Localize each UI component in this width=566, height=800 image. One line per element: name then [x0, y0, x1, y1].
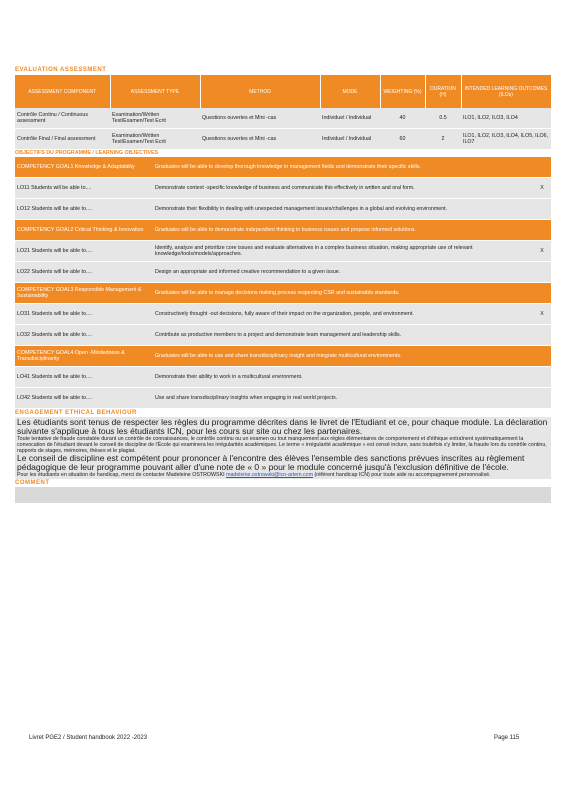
assessment-table: [15, 75, 552, 150]
competency-name: COMPETENCY GOAL4 Open -Mindedness & Transdisciplinarity: [15, 346, 153, 367]
cell-weighting: 60: [380, 129, 425, 150]
header-weighting: WEIGHTING (%): [380, 75, 425, 108]
footer-page-label: Page: [494, 735, 509, 741]
lo-desc: Contribute as productive members to a project and demonstrate team management and leadership skills.: [153, 325, 533, 346]
lo-desc: Constructively thought -out decisions, fully aware of their impact on the organization, people, and environment.: [153, 304, 533, 325]
lo-id: LO21: [17, 248, 30, 254]
header-component: ASSESSMENT COMPONENT: [15, 75, 110, 108]
lo-mark: X: [533, 178, 551, 199]
lo-label: Students will be able to....: [31, 185, 92, 191]
lo-id: LO12: [17, 206, 30, 212]
lo-label: Students will be able to....: [31, 269, 92, 275]
cell-mode: Individuel / Individual: [320, 108, 380, 129]
cell-component: Contrôle Continu / Continuous assessment: [15, 108, 110, 129]
lo-label: Students will be able to....: [31, 332, 92, 338]
cell-component: Contrôle Final / Final assessment: [15, 129, 110, 150]
lo-row: [15, 178, 551, 199]
competency-row: [15, 283, 551, 304]
table-row: [15, 108, 551, 129]
cell-mode: Individuel / Individual: [320, 129, 380, 150]
competency-desc: Graduates will be able to demonstrate independent thinking in business issues and propose informed solutions.: [153, 220, 551, 241]
engagement-p4-b: (référent handicap ICN) pour toute aide ou accompagnement personnalisé.: [314, 472, 491, 478]
lo-desc: Design an appropriate and informed creative recommendation to a given issue.: [153, 262, 533, 283]
lo-mark: [533, 388, 551, 409]
lo-id: LO11: [17, 185, 30, 191]
lo-row: [15, 262, 551, 283]
lo-mark: [533, 325, 551, 346]
lo-desc: Demonstrate context -specific knowledge of business and communicate this effectively in written and oral form.: [153, 178, 533, 199]
cell-duration: 2: [425, 129, 461, 150]
assessment-header-row: [15, 75, 551, 108]
lo-mark: X: [533, 241, 551, 262]
cell-method: Questions ouvertes et Mini -cas: [200, 129, 320, 150]
email-link[interactable]: madeleine.ostrowski@icn-artem.com: [226, 472, 313, 478]
engagement-p1: Les étudiants sont tenus de respecter les règles du programme décrites dans le livret de l'Etudiant et ce, pour chaque module. La déclaration suivante s'applique à tous les étudiants ICN, pour les cours sur site ou chez les partenaires.: [17, 417, 548, 436]
competency-name: COMPETENCY GOAL1 Knowledge & Adaptability: [15, 157, 153, 178]
lo-label: Students will be able to....: [31, 206, 92, 212]
engagement-p4: [17, 472, 549, 478]
cell-weighting: 40: [380, 108, 425, 129]
competency-desc: Graduates will be able to use and share transdisciplinary insight and integrate multicultural environments.: [153, 346, 551, 367]
objectives-table: [15, 157, 551, 409]
competency-row: [15, 157, 551, 178]
cell-type: Examination/Written Test/Examen/Test Ecrit: [110, 129, 200, 150]
lo-id: LO32: [17, 332, 30, 338]
cell-type: Examination/Written Test/Examen/Test Ecrit: [110, 108, 200, 129]
lo-desc: Identify, analyze and prioritize core issues and evaluate alternatives in a complex business situation, making appropriate use of relevant knowledge/tools/models/approaches.: [153, 241, 533, 262]
lo-row: [15, 325, 551, 346]
competency-name: COMPETENCY GOAL3 Responsible Management & Sustainability: [15, 283, 153, 304]
lo-mark: [533, 199, 551, 220]
lo-label: Students will be able to....: [31, 248, 92, 254]
lo-desc: Demonstrate their flexibility in dealing with unexpected management issues/challenges in a global and evolving environment.: [153, 199, 533, 220]
engagement-p4-a: Pour les étudiants en situation de handicap, merci de contacter Madeleine OSTROWSKI: [17, 472, 225, 478]
lo-row: [15, 241, 551, 262]
lo-mark: [533, 262, 551, 283]
lo-id: LO41: [17, 374, 30, 380]
engagement-p3: Le conseil de discipline est compétent pour prononcer à l'encontre des élèves l'ensemble des sanctions prévues inscrites au règlement pédagogique de leur programme pouvant aller d'une note de « 0 » pour le module concerné jusqu'à l'exclusion définitive de l'école.: [17, 453, 525, 472]
lo-label: Students will be able to....: [31, 311, 92, 317]
evaluation-title: EVALUATION ASSESSMENT: [15, 67, 107, 73]
lo-mark: [533, 367, 551, 388]
header-ilos: INTENDED LEARNING OUTCOMES (ILOs): [461, 75, 551, 108]
objectives-title: OBJECTIFS DU PROGRAMME / LEARNING OBJECTIVES: [15, 150, 159, 156]
table-row: [15, 129, 551, 150]
lo-desc: Demonstrate their ability to work in a multicultural environment.: [153, 367, 533, 388]
competency-row: [15, 220, 551, 241]
cell-method: Questions ouvertes et Mini -cas: [200, 108, 320, 129]
engagement-title: ENGAGEMENT ETHICAL BEHAVIOUR: [15, 410, 137, 416]
lo-id: LO42: [17, 395, 30, 401]
header-duration: DURATION (H): [425, 75, 461, 108]
lo-label: Students will be able to....: [31, 374, 92, 380]
lo-label: Students will be able to....: [31, 395, 92, 401]
cell-ilos: ILO1, ILO2, ILO3, ILO4, ILO5, ILO6, ILO7: [461, 129, 551, 150]
engagement-box: [15, 417, 551, 479]
competency-row: [15, 346, 551, 367]
lo-id: LO22: [17, 269, 30, 275]
footer-page: [494, 735, 519, 741]
header-type: ASSESSMENT TYPE: [110, 75, 200, 108]
cell-duration: 0.5: [425, 108, 461, 129]
comment-title: COMMENT: [15, 480, 50, 486]
engagement-p2: Toute tentative de fraude constatée durant un contrôle de connaissances, le contrôle continu ou un examen ou tout manquement aux règles élémentaires de comportement et d'éthique entraînent systématiquement la convocation de l'étudiant devant le conseil de discipline de l'École qui examinera les irrégularités académiques. Le terme « irrégularité académique » est censé inclure, sans toutefois s'y limiter, la fraude lors du contrôle continu, rapports de stages, mémoires, thèses et le plagiat.: [17, 436, 547, 454]
cell-ilos: ILO1, ILO2, ILO3, ILO4: [461, 108, 551, 129]
lo-row: [15, 388, 551, 409]
lo-row: [15, 304, 551, 325]
lo-row: [15, 367, 551, 388]
competency-name: COMPETENCY GOAL2 Critical Thinking & Innovation: [15, 220, 153, 241]
header-mode: MODE: [320, 75, 380, 108]
lo-mark: X: [533, 304, 551, 325]
page-content: [15, 66, 551, 503]
header-method: METHOD: [200, 75, 320, 108]
lo-row: [15, 199, 551, 220]
comment-box: [15, 487, 551, 503]
competency-desc: Graduates will be able to develop thorough knowledge in management fields and demonstrate their specific skills.: [153, 157, 551, 178]
page-footer: [29, 735, 529, 741]
footer-left: Livret PGE2 / Student handbook 2022 -2023: [29, 735, 148, 741]
competency-desc: Graduates will be able to manage decisions making process respecting CSR and sustainable standards.: [153, 283, 551, 304]
lo-desc: Use and share transdisciplinary insights when engaging in real world projects.: [153, 388, 533, 409]
lo-id: LO31: [17, 311, 30, 317]
footer-page-number: 115: [509, 735, 520, 741]
